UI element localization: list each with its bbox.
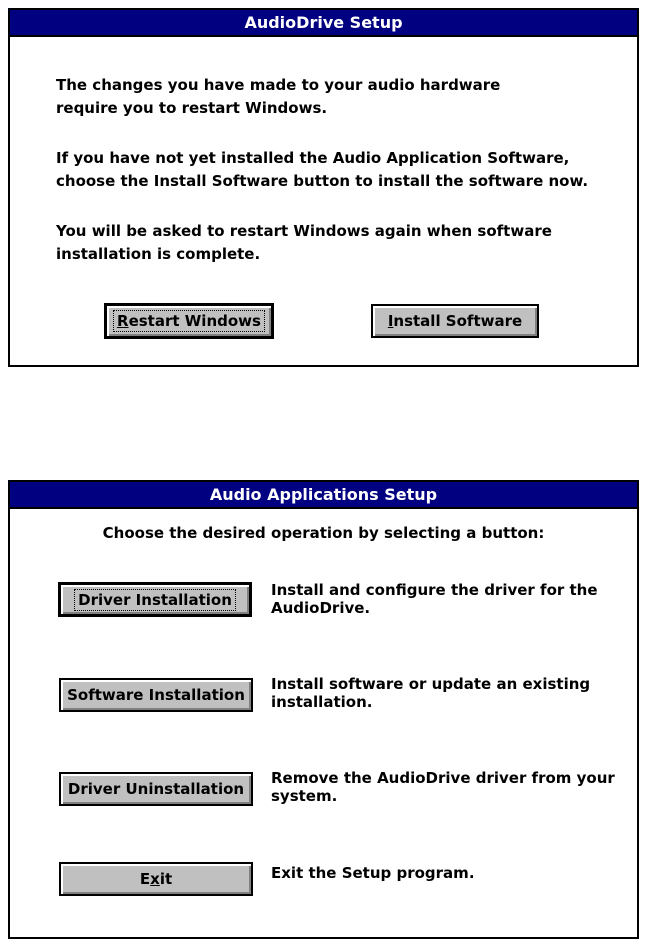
restart-message: The changes you have made to your audio hardware require you to restart Windows. [56,76,501,117]
title-bar[interactable] [10,10,637,37]
exit-button[interactable]: E x it [59,862,253,896]
dialog-title: AudioDrive Setup [244,13,403,32]
audio-applications-setup-dialog [8,480,639,939]
install-message: If you have not yet installed the Audio Application Software, choose the Install Software button to install the software now. [56,149,589,190]
install-software-button[interactable]: I nstall Software [371,304,539,338]
driver-installation-button[interactable]: Driver Installation [58,582,252,617]
restart-windows-button[interactable]: Restart Windows [104,303,274,339]
driver-uninstallation-description: Remove the AudioDrive driver from your system. [271,769,615,805]
dialog-title: Audio Applications Setup [209,485,438,504]
operation-prompt: Choose the desired operation by selecting a button: [102,524,545,542]
driver-uninstallation-button[interactable]: Driver Uninstallation [59,772,253,806]
driver-installation-description: Install and configure the driver for the AudioDrive. [271,581,598,617]
restart-again-message: You will be asked to restart Windows again when software installation is complete. [56,222,552,263]
software-installation-button[interactable]: Software Installation [59,678,253,712]
title-bar[interactable] [10,482,637,509]
exit-description: Exit the Setup program. [271,864,475,882]
audiodrive-setup-dialog [8,8,639,367]
software-installation-description: Install software or update an existing installation. [271,675,591,711]
